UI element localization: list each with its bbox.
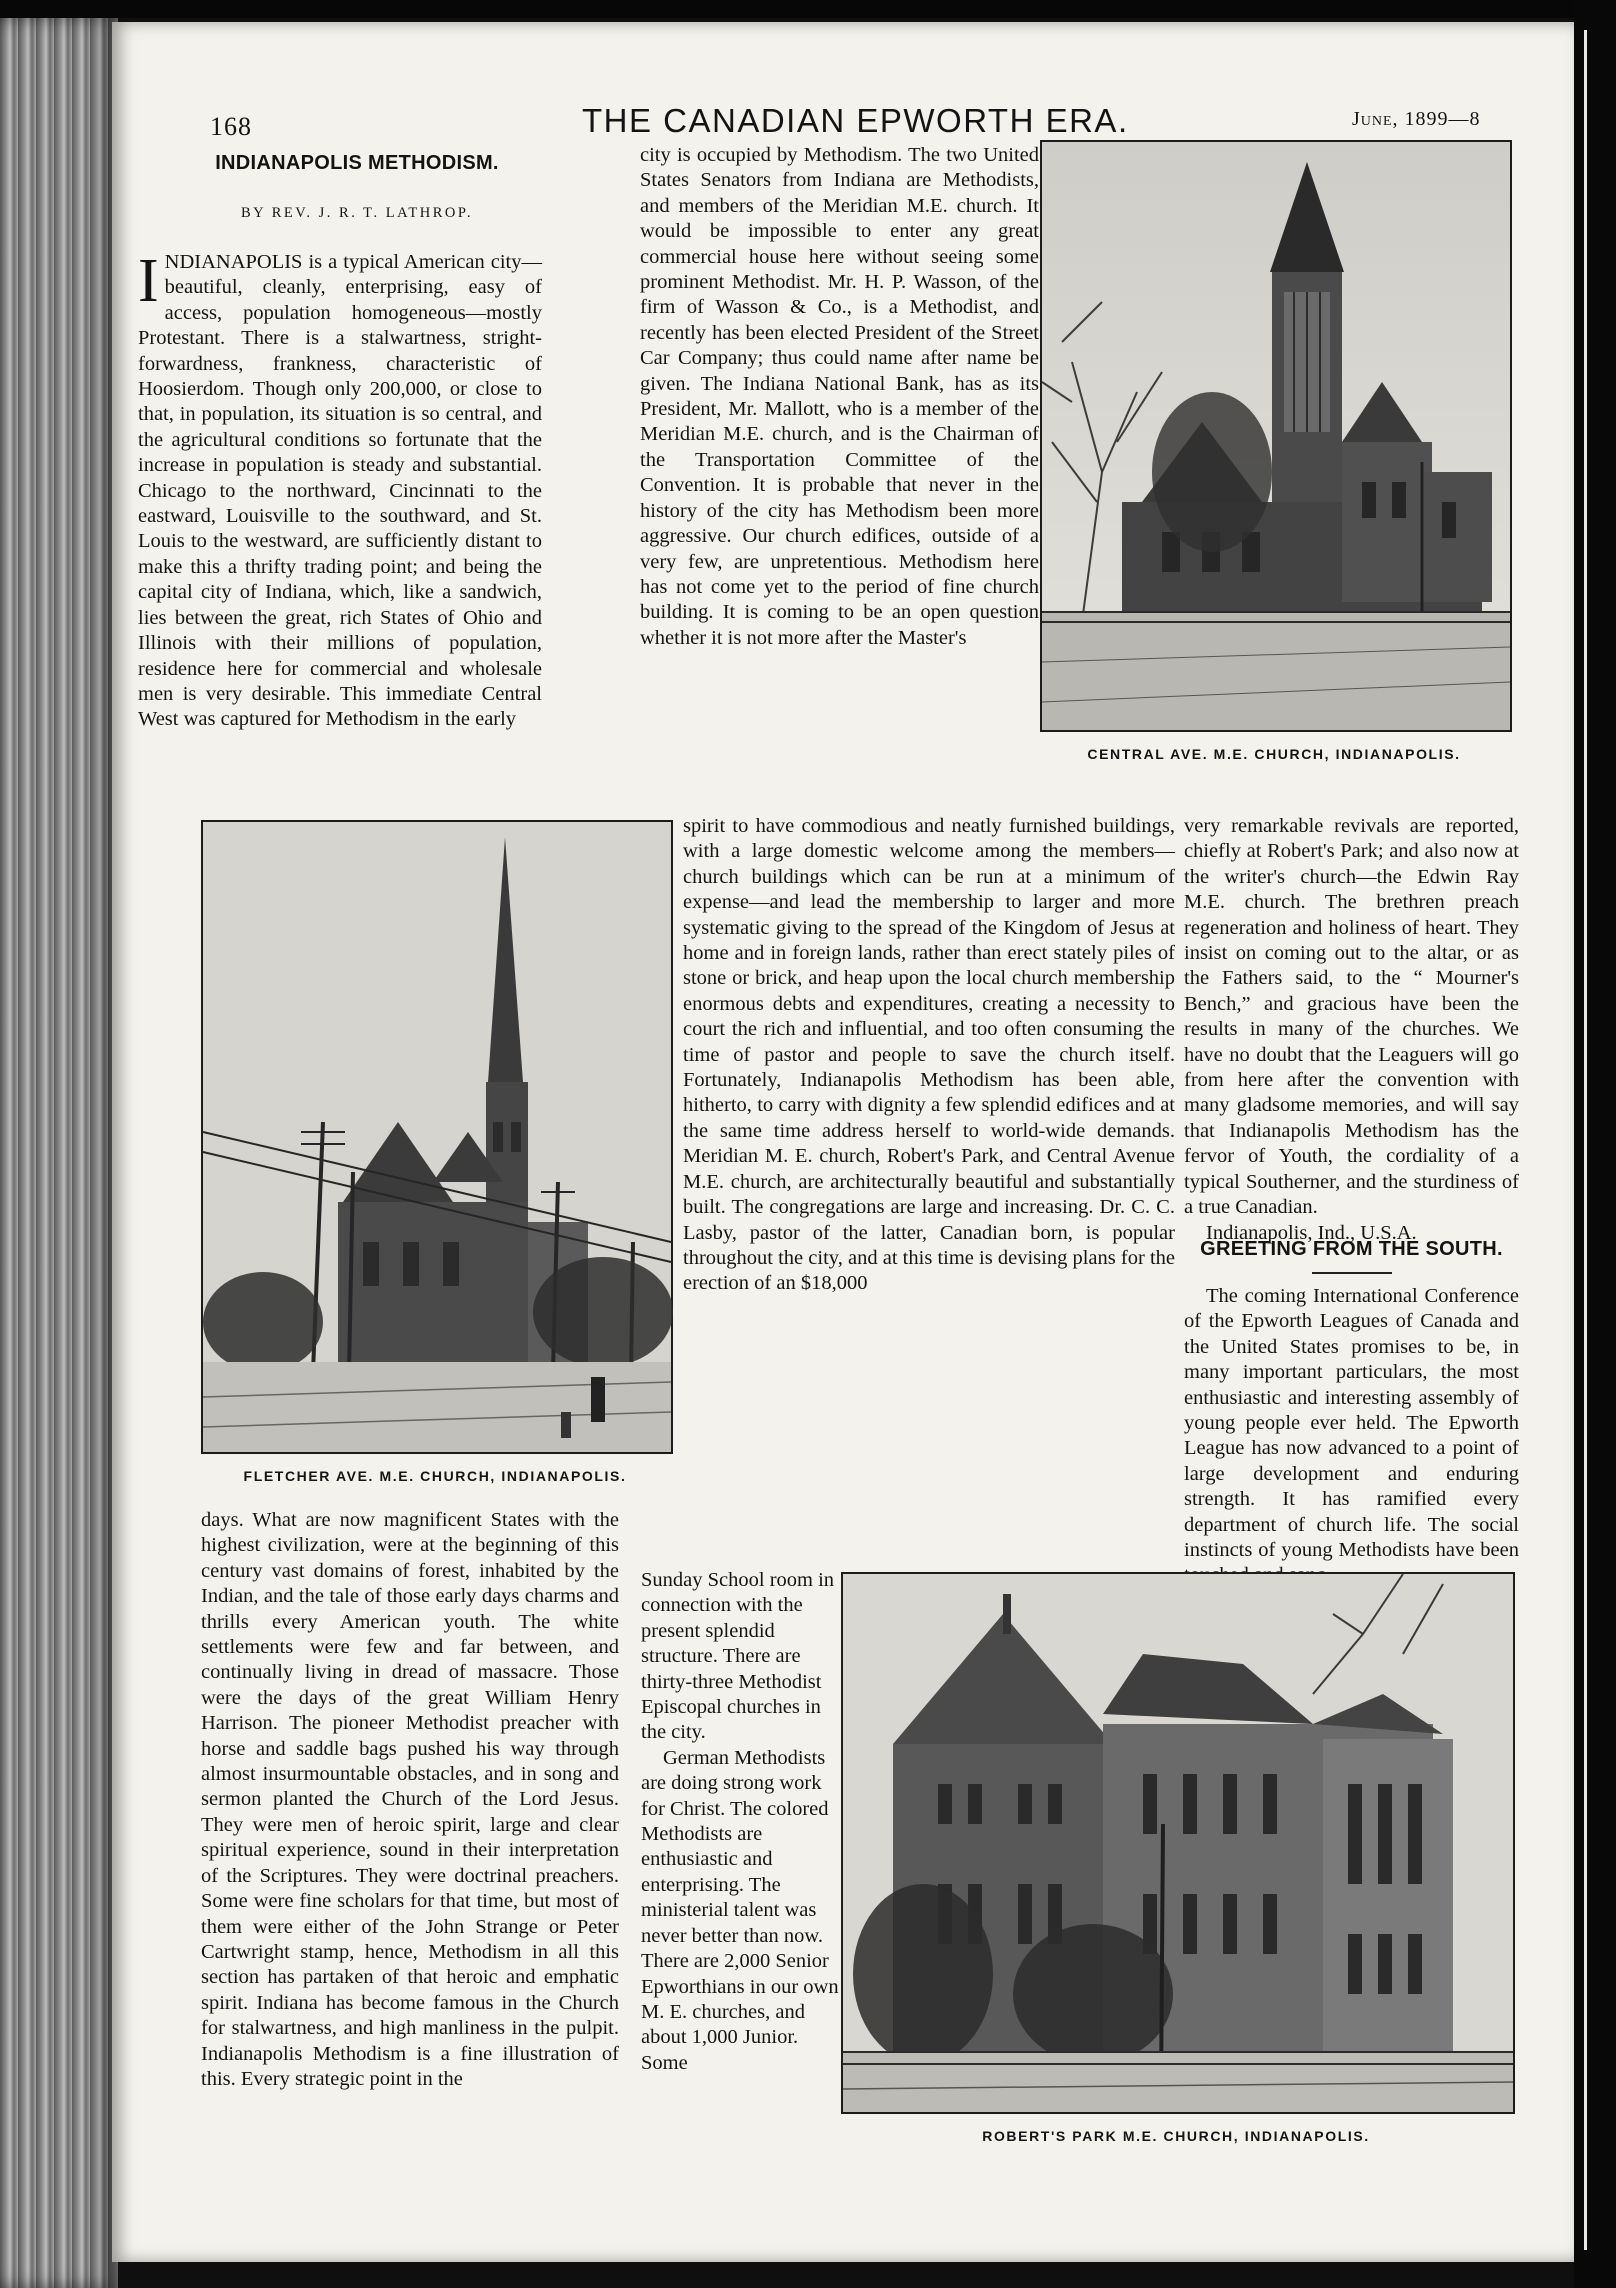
paragraph: German Methodists are doing strong work for Christ. The colored Methodists are enthusiastic and enterprising. The ministerial talent was never better than now. There are 2,000 Senior Epworthians in our own M. E. churches, and about 1,000 Junior. Some — [641, 1746, 839, 2074]
column-2-middle — [683, 814, 1175, 1578]
dateline: Indianapolis, Ind., U.S.A. — [1206, 1221, 1417, 1244]
drop-cap: I — [138, 247, 159, 315]
column-2-bottom — [641, 1568, 845, 2208]
caption-roberts-park: ROBERT'S PARK M.E. CHURCH, INDIANAPOLIS. — [982, 2128, 1370, 2144]
title-rule — [1312, 1272, 1392, 1274]
column-1-top — [138, 247, 542, 820]
magazine-page — [112, 22, 1574, 2262]
paragraph: The coming International Conference of the Epworth Leagues of Canada and the United States promises to be, in many important particulars, the most enthusiastic and interesting assembly of young people ever held. The Epworth League has now advanced to a point of large development and enduring strength. It has ramified every department of church life. The social instincts of young Methodists have been — [1184, 1285, 1519, 1562]
article-2-text — [1184, 1284, 1519, 1562]
book-binding-edge — [0, 18, 118, 2288]
caption-fletcher-ave: FLETCHER AVE. M.E. CHURCH, INDIANAPOLIS. — [243, 1468, 627, 1484]
issue-date: June, 1899—8 — [1352, 108, 1481, 130]
paragraph: NDIANAPOLIS is a typical American city—beautiful, cleanly, enterprising, easy of access, population homogeneous—mostly Protestant. There is a stalwartness, stright-forwardness, frankness, characteristic of Hoosierdom. Though only 200,000, or close to that, in population, its situation is so central, and the agricultural conditions so fortunate that the increase in population is steady and substantial. Chicago to the northward, Cincinnati to the eastward, Louisville to the southward, and St. Louis to the westward, are sufficiently distant to make this a thrifty trading point; and being the capital city of Indiana, which, like a sandwich, lies between the great, rich States of Ohio and Illinois with their millions of population, residence here for commercial and wholesale men is very desirable. This immediate Central West was captured for Methodism in the early — [138, 251, 542, 731]
scan-edge-line — [1584, 30, 1587, 2250]
paragraph: very remarkable revivals are reported, chiefly at Robert's Park; and also now at the writer's church—the Edwin Ray M.E. church. The brethren preach regeneration and holiness of heart. They insist on coming out to the altar, or as the Fathers said, to the “ Mourner's Bench,” and gracious have been the results in many of the churches. We have no doubt that the Leaguers will go from here after the convention with many gladsome memories, and will say that Indianapolis Methodism has the fervor of Youth, the cordiality of a typical Southerner, and the sturdiness of a true Canadian. — [1184, 815, 1519, 1219]
caption-central-ave: CENTRAL AVE. M.E. CHURCH, INDIANAPOLIS. — [1087, 746, 1461, 762]
column-2-top — [640, 143, 1039, 825]
scan-top-edge — [0, 0, 1616, 18]
page-number: 168 — [210, 112, 252, 141]
photo-fletcher-ave-church — [201, 820, 673, 1454]
paragraph: Sunday School room in connection with the present splendid structure. There are thirty-three Methodist Episcopal churches in the city. — [641, 1569, 835, 1744]
article-2-title: GREETING FROM THE SOUTH. — [1200, 1238, 1503, 1260]
paragraph: spirit to have commodious and neatly furnished buildings, with a large domestic welcome among the members—church buildings which can be run at a minimum of expense—and lead the membership to larger and more systematic giving to the spread of the Kingdom of Jesus at home and in foreign lands, rather than erect stately piles of stone or brick, and heap upon the local church membership enormous debts and expenditures, creating a necessity to court the rich and influential, and too often consuming the time of pastor and people to save the church itself. Fortunately, Indianapolis Methodism has been able, hitherto, to carry with dignity a few splendid edifices and at the same time address herself to world-wide demands. Meridian M. E. church, Robert's Park, and Central Avenue M.E. church, are architecturally beautiful and substantially built. The congregations are large and increasing. Dr. C. C. Lasby, pastor of the latter, Canadian born, is popular throughout the city, and at this time is devising plans for the erection of an $18,000 — [683, 815, 1175, 1295]
column-1-bottom — [201, 1508, 619, 2208]
scan-right-edge — [1574, 0, 1616, 2288]
article-title: INDIANAPOLIS METHODISM. — [215, 152, 499, 174]
running-head — [112, 86, 1574, 146]
photo-roberts-park-church — [841, 1572, 1515, 2114]
article-byline: BY REV. J. R. T. LATHROP. — [241, 205, 473, 221]
photo-central-ave-church — [1040, 140, 1512, 732]
column-3-top — [1184, 814, 1519, 1244]
paragraph: days. What are now magnificent States with the highest civilization, were at the beginning of this century vast domains of forest, inhabited by the Indian, and the tale of those early days charms and thrills every American youth. The white settlements were few and far between, and continually living in dread of massacre. Those were the days of the great William Henry Harrison. The pioneer Methodist preacher with horse and saddle bags pushed his way through almost insurmountable obstacles, and in song and sermon planted the Church of the Lord Jesus. They were men of heroic spirit, large and clear spiritual experience, sound in their interpretation of the Scriptures. They were doctrinal preachers. Some were fine scholars for that time, but most of them were either of the John Strange or Peter Cartwright stamp, hence, Methodism in all this section has partaken of that heroic and emphatic spirit. Indiana has become famous in the Church for stalwartness, and high manliness in the pulpit. Indianapolis Methodism is a fine illustration of this. Every strategic point in the — [201, 1509, 619, 2090]
journal-title: THE CANADIAN EPWORTH ERA. — [582, 102, 1129, 139]
paragraph: city is occupied by Methodism. The two United States Senators from Indiana are Methodists, and members of the Meridian M.E. church. It would be impossible to enter any great commercial house here without seeing some prominent Methodist. Mr. H. P. Wasson, of the firm of Wasson & Co., is a Methodist, and recently has been elected President of the Street Car Company; thus could name after name be given. The Indiana National Bank, has as its President, Mr. Mallott, who is a member of the Meridian M.E. church, and is the Chairman of the Transportation Committee of the Convention. It is probable that never in the history of the city has Methodism been more aggressive. Our church edifices, outside of a very few, are unpretentious. Methodism here has not come yet to the period of fine church building. It is coming to be an open question whether it is not more after the Master's — [640, 144, 1039, 649]
